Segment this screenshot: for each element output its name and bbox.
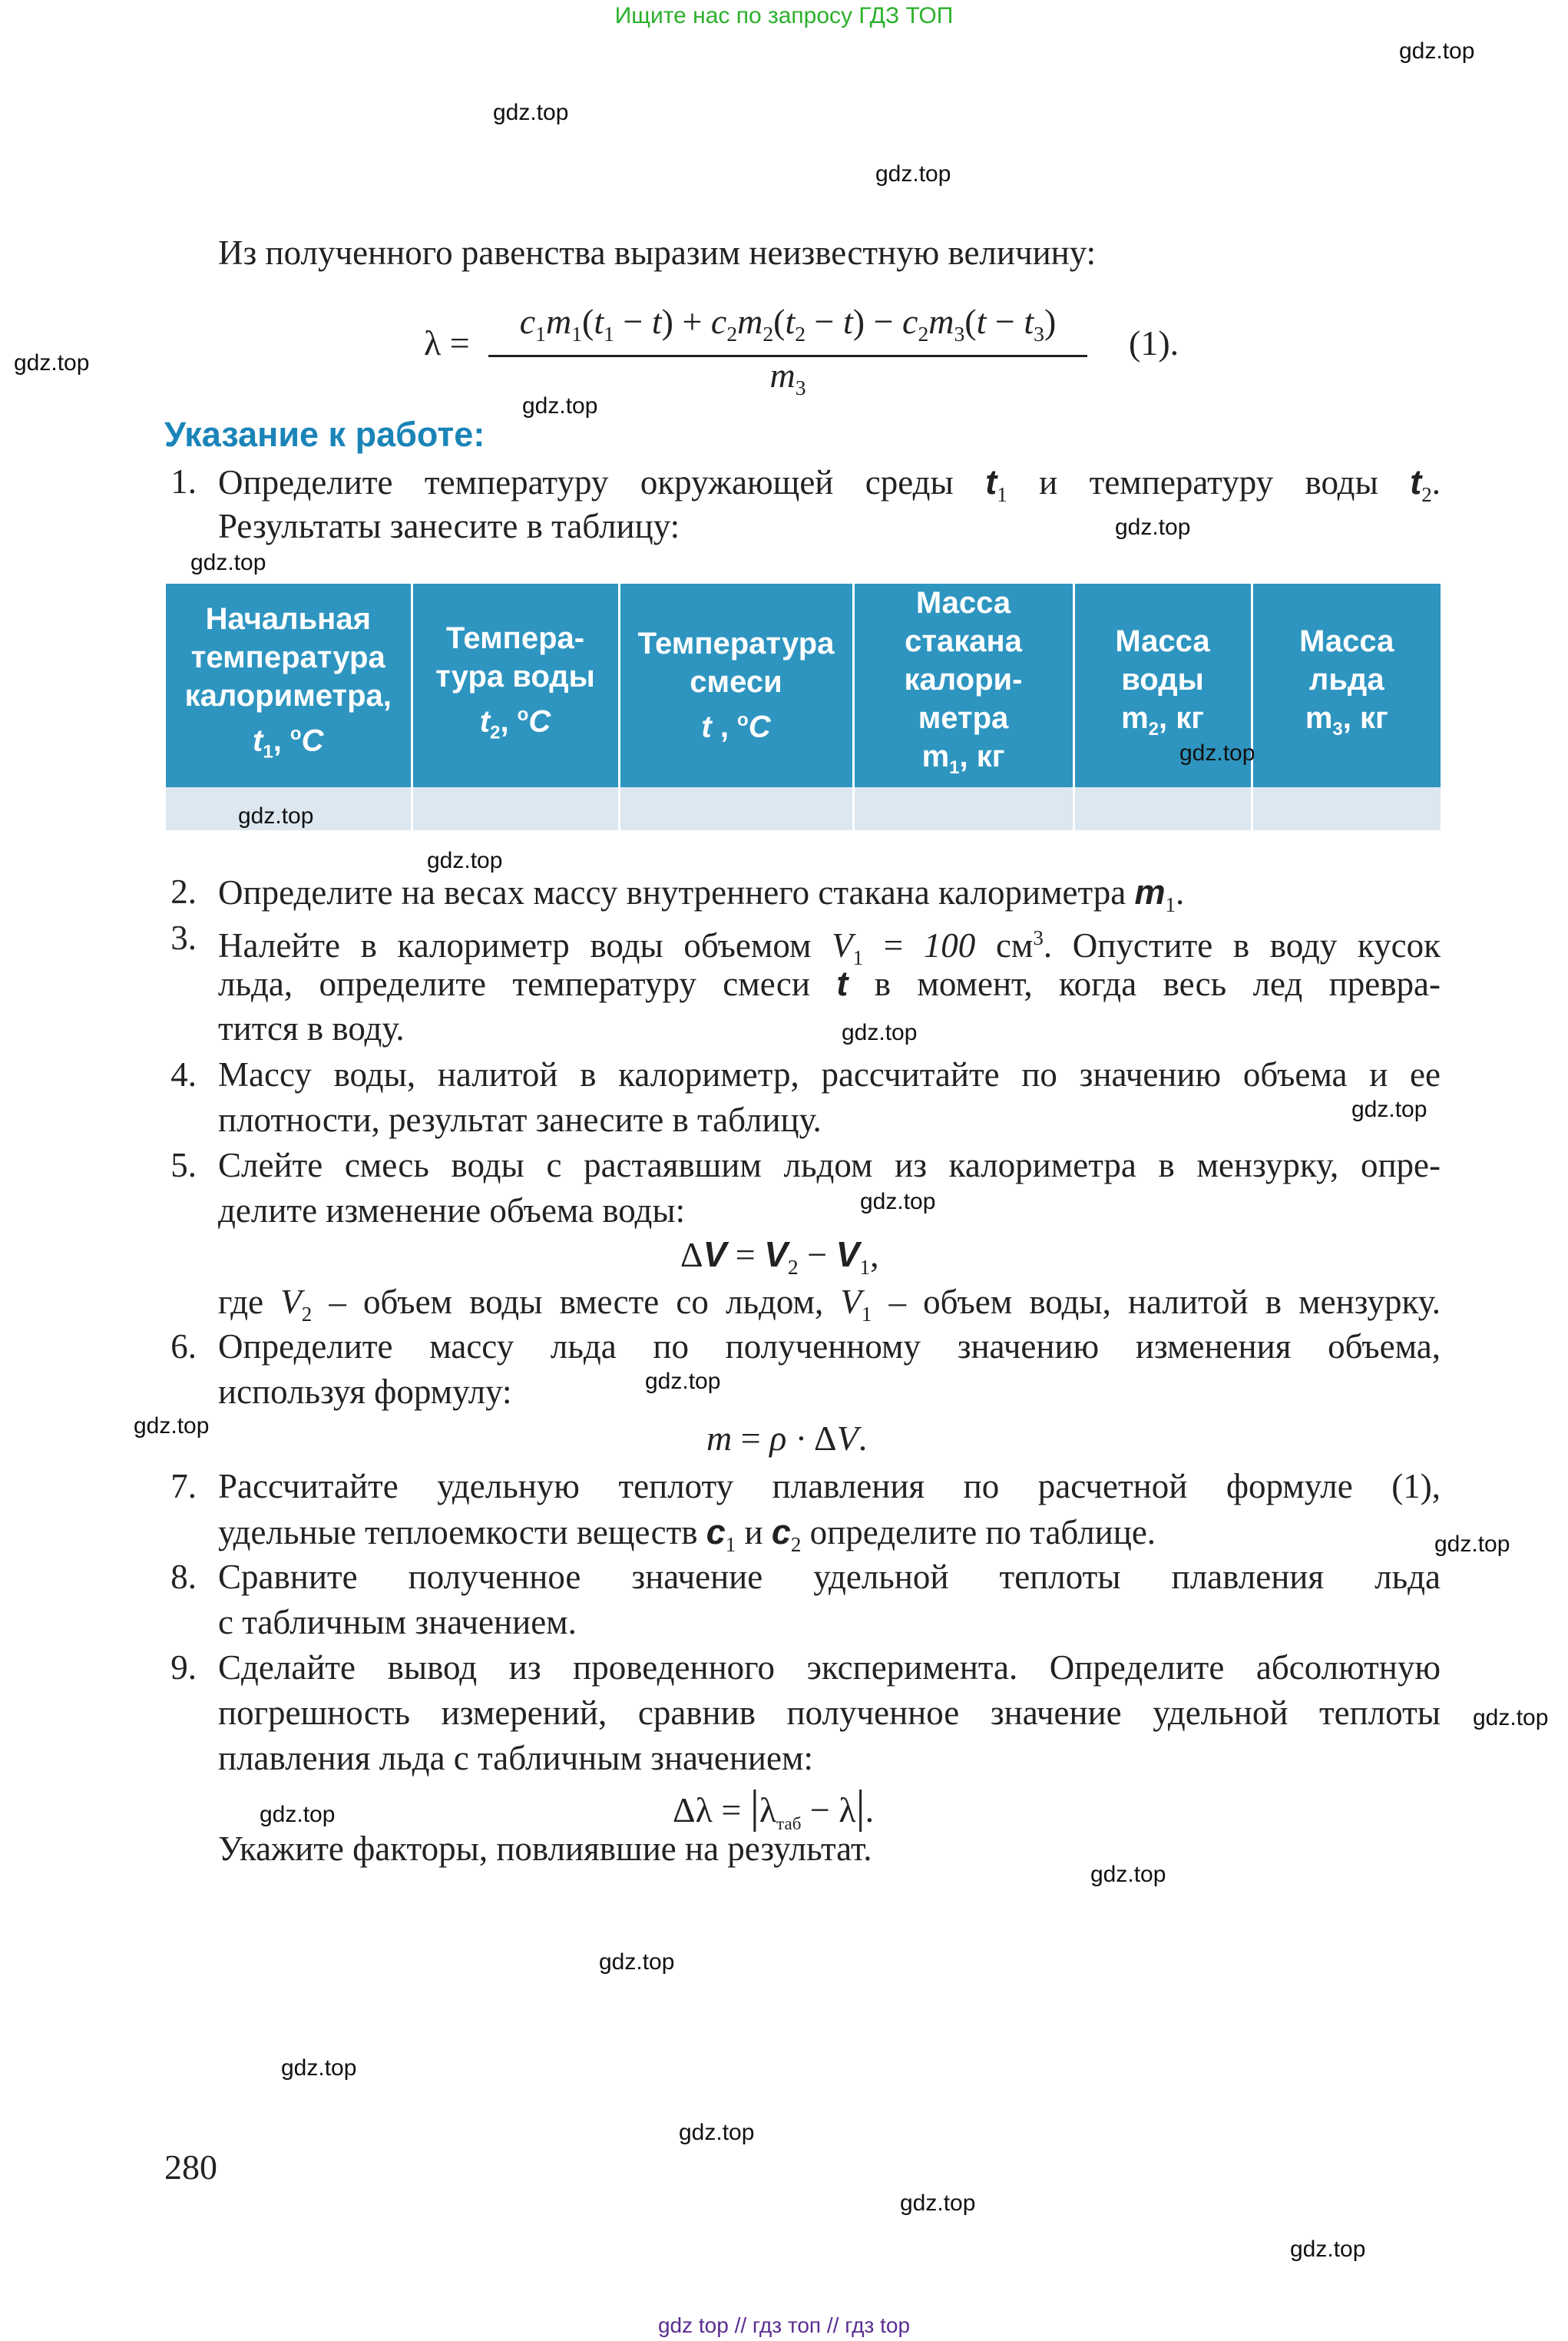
formula-mass: m = ρ · ΔV. [706,1419,868,1458]
step-8-line-1: Сравните полученное значение удельной теплоты плавления льда [218,1558,1441,1596]
step-number: 3. [170,919,197,957]
watermark: gdz.top [900,2190,976,2216]
table-cell[interactable] [619,787,853,830]
header-water-mass: Масса воды $m_2$, кг [1073,584,1252,787]
table-cell[interactable] [412,787,619,830]
step-7-line-2: удельные теплоемкости веществ $c_1$ и $c_2$ определите по таблице. [218,1512,1156,1556]
watermark: gdz.top [134,1413,210,1439]
formula-abs-error: $\Delta\lambda = |\lambda_{таб} - \lambda|$. [673,1781,875,1834]
step-3-line-2: льда, определите температуру смеси t в момент, когда весь лед превра- [218,964,1441,1003]
step-number: 6. [170,1327,197,1366]
step-number: 8. [170,1558,197,1596]
step-9-line-2: погрешность измерений, сравнив полученное значение удельной теплоты [218,1694,1441,1732]
watermark: gdz.top [1290,2237,1366,2262]
step-1-line-1: Определите температуру окружающей среды $t_1$ и температуру воды $t_2$. [218,462,1441,506]
table-row [166,787,1441,830]
formula-delta-v: $\Delta V = V_2 - V_1$, [680,1234,879,1280]
step-number: 1. [170,462,197,501]
step-8-line-2: с табличным значением. [218,1603,577,1641]
table-cell[interactable] [1073,787,1252,830]
formula-numerator: $c_1m_1(t_1 - t) + c_2m_2(t_2 - t) - c_2m_3(t - t_3)$ [519,302,1057,346]
watermark: gdz.top [1090,1862,1166,1887]
header-water-temp: Темпера- тура воды $t_2$, $^o$C [412,584,619,787]
watermark: gdz.top [1399,38,1475,64]
table-cell[interactable] [853,787,1073,830]
watermark: gdz.top [599,1949,675,1975]
top-banner[interactable]: Ищите нас по запросу ГДЗ ТОП [614,3,954,28]
formula-denominator: $m_3$ [769,356,806,400]
step-number: 4. [170,1055,197,1094]
step-6-line-2: используя формулу: [218,1372,512,1411]
watermark: gdz.top [842,1020,918,1045]
watermark: gdz.top [679,2120,755,2145]
footer-links[interactable]: gdz top // гдз топ // гдз top [657,2313,911,2337]
step-5-line-2: делите изменение объема воды: [218,1191,686,1230]
header-ice-mass: Масса льда $m_3$, кг [1252,584,1441,787]
step-number: 5. [170,1146,197,1184]
watermark: gdz.top [522,393,598,419]
table-cell[interactable] [1252,787,1441,830]
watermark: gdz.top [14,350,90,376]
step-number: 2. [170,872,197,911]
step-1-line-2: Результаты занесите в таблицу: [218,507,680,545]
watermark: gdz.top [1179,740,1255,766]
step-2-line-1: Определите на весах массу внутреннего стакана калориметра $m_1$. [218,872,1185,916]
watermark: gdz.top [427,848,503,873]
watermark: gdz.top [875,161,951,187]
step-number: 9. [170,1648,197,1687]
results-table [166,584,1441,830]
step-9-line-4: Укажите факторы, повлиявшие на результат. [218,1829,872,1868]
step-5-line-1: Слейте смесь воды с растаявшим льдом из калориметра в мензурку, опре- [218,1146,1441,1184]
watermark: gdz.top [281,2055,357,2081]
watermark: gdz.top [260,1802,336,1827]
header-mix-temp: Температура смеси t , $^o$C [619,584,853,787]
watermark: gdz.top [1351,1097,1427,1122]
step-9-line-1: Сделайте вывод из проведенного эксперимента. Определите абсолютную [218,1648,1441,1687]
step-4-line-1: Массу воды, налитой в калориметр, рассчитайте по значению объема и ее [218,1055,1441,1094]
step-9-line-3: плавления льда с табличным значением: [218,1739,813,1777]
watermark: gdz.top [238,803,314,829]
watermark: gdz.top [1115,515,1191,540]
watermark: gdz.top [860,1189,936,1214]
step-6-line-1: Определите массу льда по полученному значению изменения объема, [218,1327,1441,1366]
step-3-line-1: Налейте в калориметр воды объемом $V_1 = 100$ $см^3$. Опустите в воду кусок [218,926,1441,969]
header-calorimeter-mass: Масса стакана калори- метра $m_1$, кг [853,584,1073,787]
step-number: 7. [170,1467,197,1505]
step-4-line-2: плотности, результат занесите в таблицу. [218,1101,822,1139]
watermark: gdz.top [1473,1705,1549,1730]
page-number: 280 [164,2147,217,2187]
watermark: gdz.top [493,100,569,125]
watermark: gdz.top [1434,1531,1510,1557]
formula-tag: (1). [1129,323,1179,363]
watermark: gdz.top [190,550,266,575]
watermark: gdz.top [645,1369,721,1394]
step-7-line-1: Рассчитайте удельную теплоту плавления по расчетной формуле (1), [218,1467,1441,1505]
header-initial-temp: Начальная температура калориметра, $t_1$, $^o$C [166,584,412,787]
step-3-line-3: тится в воду. [218,1009,405,1048]
intro-text: Из полученного равенства выразим неизвестную величину: [218,233,1097,272]
section-heading: Указание к работе: [164,415,485,454]
step-5-line-3: где $V_2$ – объем воды вместе со льдом, $V_1$ – объем воды, налитой в мензурку. [218,1283,1441,1326]
formula-lhs: λ = [424,323,470,363]
